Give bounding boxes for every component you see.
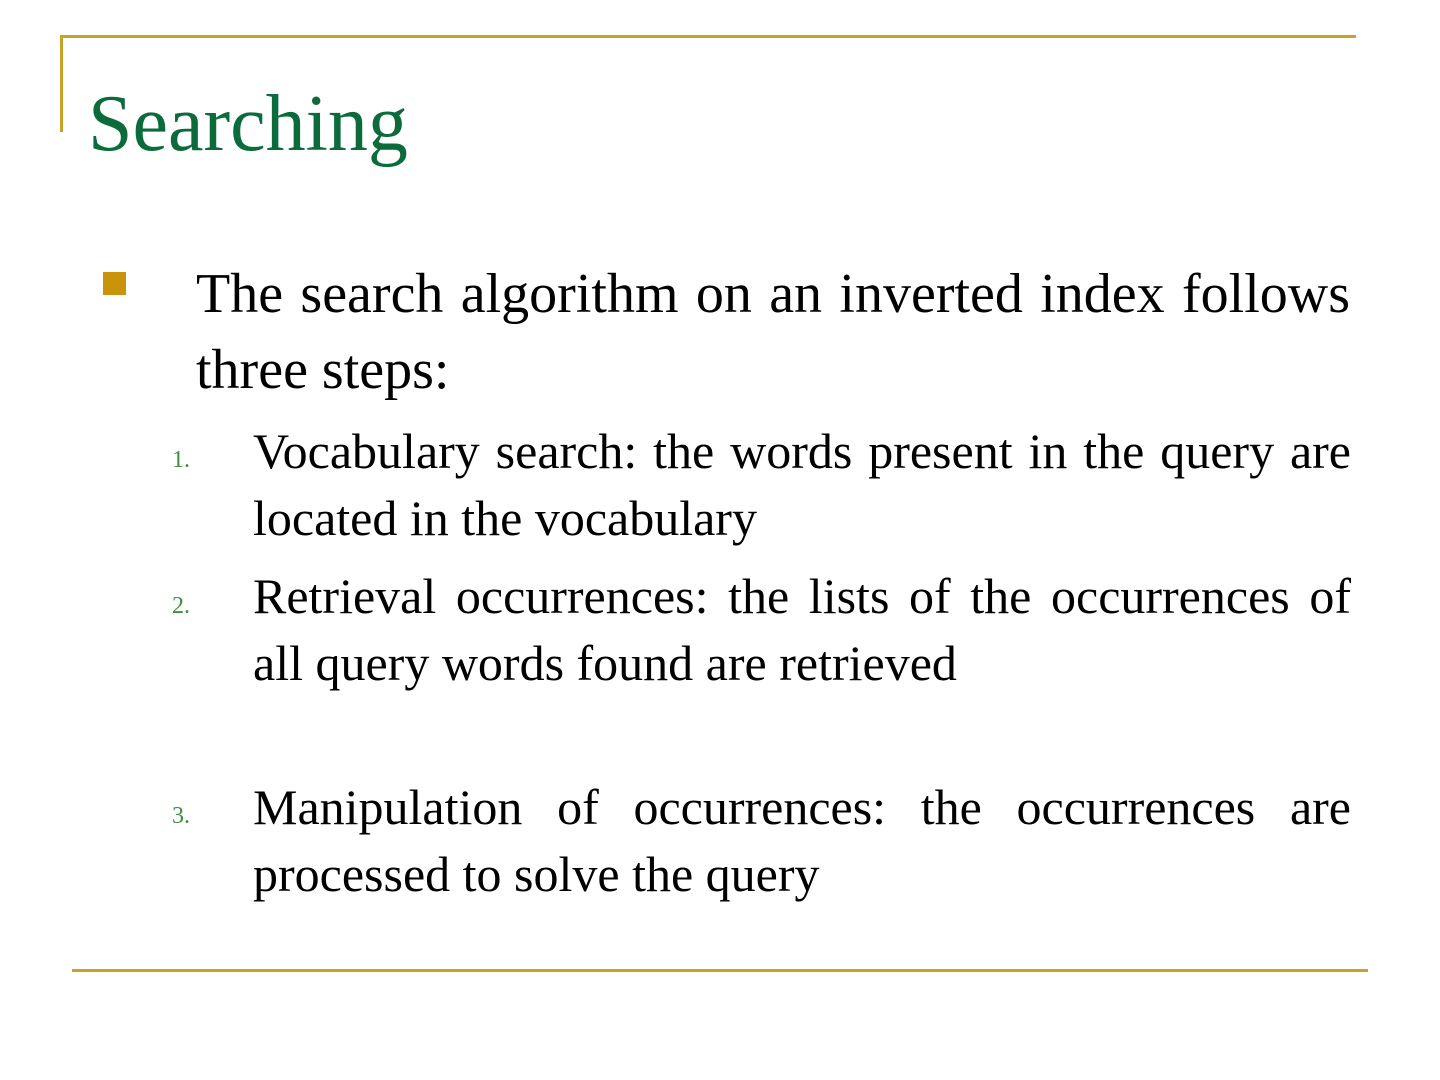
bottom-frame-line bbox=[72, 969, 1368, 972]
top-frame-line bbox=[60, 35, 1356, 38]
step-text-1: Vocabulary search: the words present in the query are located in the vocabulary bbox=[253, 423, 1351, 546]
step-text-2: Retrieval occurrences: the lists of the occurrences of all query words found are retrieved bbox=[253, 568, 1351, 691]
slide-title: Searching bbox=[88, 80, 408, 168]
step-number-3: 3. bbox=[172, 803, 190, 829]
step-text-3: Manipulation of occurrences: the occurrences are processed to solve the query bbox=[253, 779, 1351, 902]
step-number-1: 1. bbox=[172, 447, 190, 473]
square-bullet-icon bbox=[103, 272, 126, 295]
main-bullet-text: The search algorithm on an inverted index follows three steps: bbox=[196, 263, 1350, 401]
left-frame-line bbox=[60, 35, 63, 132]
step-number-2: 2. bbox=[172, 593, 190, 619]
